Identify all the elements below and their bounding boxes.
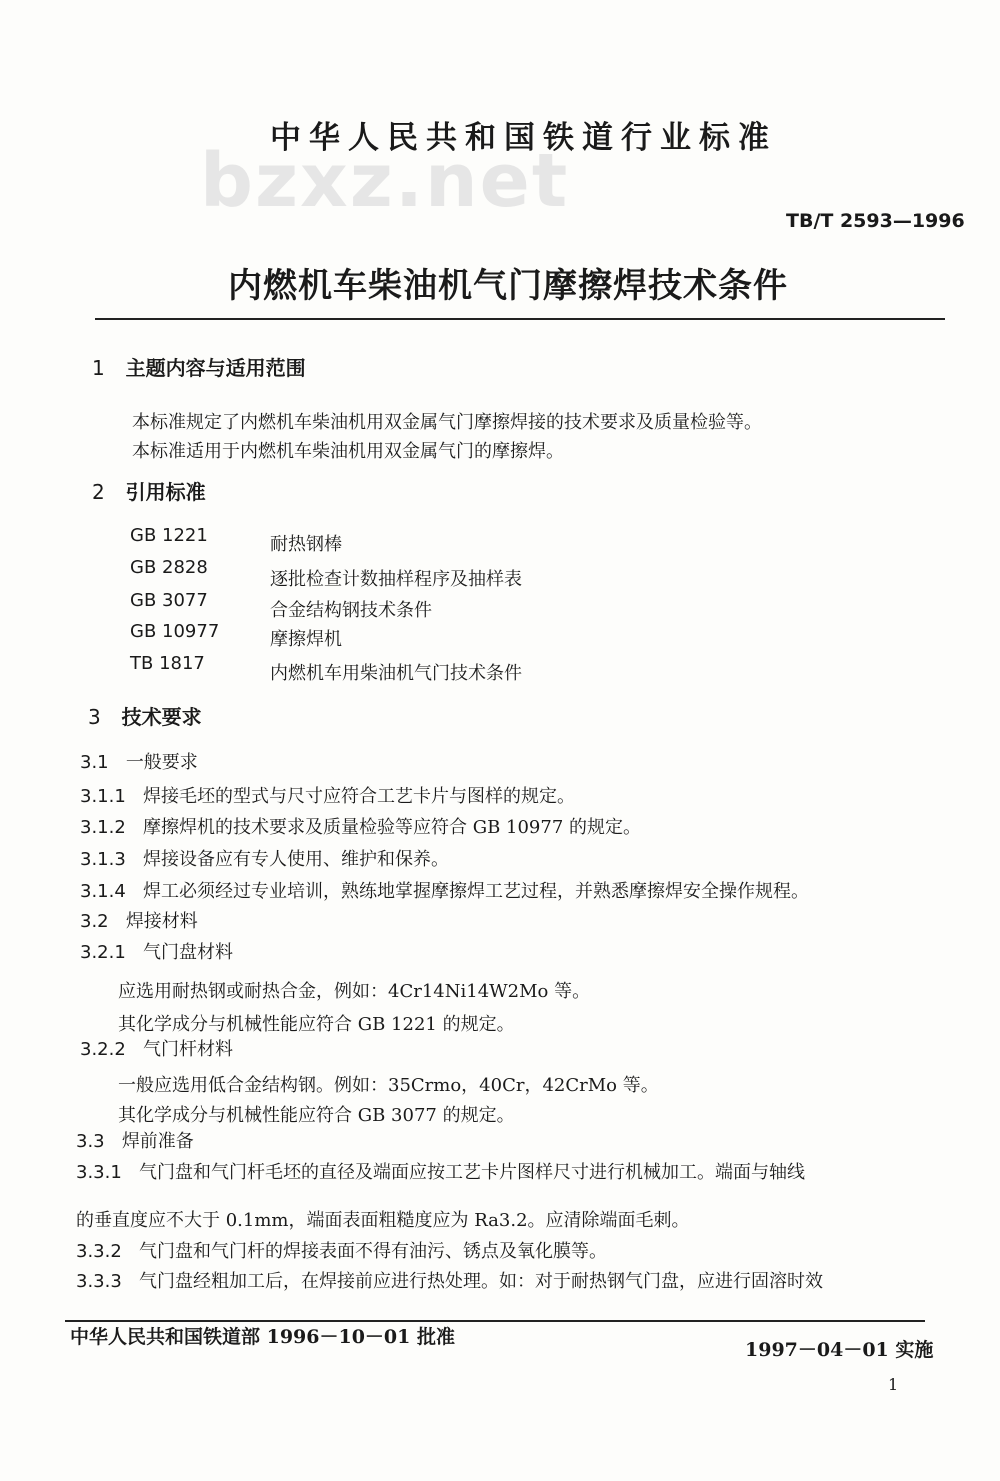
clause-3-2-2-para-2: 其化学成分与机械性能应符合 GB 3077 的规定。 — [118, 1105, 515, 1126]
section-title: 引用标准 — [125, 480, 206, 504]
clause-number: 3.2.1 — [80, 942, 126, 963]
clause-text: 焊工必须经过专业培训，熟练地掌握摩擦焊工艺过程，并熟悉摩擦焊安全操作规程。 — [142, 881, 809, 902]
clause-3-2 — [80, 907, 198, 933]
clause-3-1-2 — [80, 813, 641, 839]
clause-3-3 — [76, 1127, 194, 1153]
clause-number: 3.3 — [76, 1131, 105, 1152]
clause-number: 3.1 — [80, 752, 109, 773]
clause-3-2-1-para-1: 应选用耐热钢或耐热合金，例如：4Cr14Ni14W2Mo 等。 — [118, 981, 591, 1002]
section-number: 1 — [92, 356, 105, 380]
reference-name: 逐批检查计数抽样程序及抽样表 — [270, 569, 522, 590]
clause-number: 3.2 — [80, 911, 109, 932]
title-divider — [95, 318, 945, 320]
clause-text: 气门盘和气门杆毛坯的直径及端面应按工艺卡片图样尺寸进行机械加工。端面与轴线 — [138, 1162, 805, 1183]
reference-code: TB 1817 — [130, 653, 205, 674]
clause-3-3-3 — [76, 1267, 823, 1293]
clause-title: 气门杆材料 — [142, 1039, 233, 1060]
section-3-heading — [88, 701, 202, 730]
reference-code: GB 3077 — [130, 590, 208, 611]
section-2-heading — [92, 476, 206, 505]
clause-3-1-3 — [80, 845, 449, 871]
clause-text: 焊接毛坯的型式与尺寸应符合工艺卡片与图样的规定。 — [142, 786, 575, 807]
document-title: 内燃机车柴油机气门摩擦焊技术条件 — [228, 266, 788, 306]
clause-number: 3.1.4 — [80, 881, 126, 902]
reference-name: 合金结构钢技术条件 — [270, 600, 432, 621]
reference-code: GB 10977 — [130, 621, 220, 642]
org-title: 中华人民共和国铁道行业标准 — [270, 120, 777, 156]
clause-number: 3.3.1 — [76, 1162, 122, 1183]
standard-code: TB/T 2593—1996 — [786, 210, 965, 232]
clause-3-2-1-para-2: 其化学成分与机械性能应符合 GB 1221 的规定。 — [118, 1014, 515, 1035]
page-number: 1 — [888, 1375, 899, 1394]
section-1-para-2: 本标准适用于内燃机车柴油机用双金属气门的摩擦焊。 — [132, 441, 564, 462]
section-1-para-1: 本标准规定了内燃机车柴油机用双金属气门摩擦焊接的技术要求及质量检验等。 — [132, 412, 762, 433]
reference-name: 内燃机车用柴油机气门技术条件 — [270, 663, 522, 684]
reference-name: 耐热钢棒 — [270, 534, 342, 555]
clause-3-1-1 — [80, 782, 575, 808]
clause-number: 3.3.3 — [76, 1271, 122, 1292]
clause-text: 焊接设备应有专人使用、维护和保养。 — [142, 849, 449, 870]
clause-3-1-4 — [80, 877, 809, 903]
clause-3-1 — [80, 748, 198, 774]
section-number: 3 — [88, 705, 101, 729]
clause-number: 3.2.2 — [80, 1039, 126, 1060]
reference-name: 摩擦焊机 — [270, 629, 342, 650]
implementation-date: 1997－04－01 实施 — [745, 1339, 934, 1361]
clause-number: 3.1.1 — [80, 786, 126, 807]
clause-text: 摩擦焊机的技术要求及质量检验等应符合 GB 10977 的规定。 — [142, 817, 642, 838]
section-title: 技术要求 — [121, 705, 202, 729]
clause-3-2-2 — [80, 1035, 233, 1061]
clause-number: 3.3.2 — [76, 1241, 122, 1262]
reference-code: GB 1221 — [130, 525, 208, 546]
clause-number: 3.1.3 — [80, 849, 126, 870]
clause-title: 焊前准备 — [121, 1131, 194, 1152]
clause-3-2-1 — [80, 938, 233, 964]
clause-3-3-2 — [76, 1237, 607, 1263]
clause-title: 一般要求 — [125, 752, 198, 773]
clause-number: 3.1.2 — [80, 817, 126, 838]
clause-3-3-1-continued: 的垂直度应不大于 0.1mm，端面表面粗糙度应为 Ra3.2。应清除端面毛刺。 — [76, 1210, 690, 1231]
watermark: bzxz.net — [200, 138, 570, 224]
reference-code: GB 2828 — [130, 557, 208, 578]
clause-text: 气门盘和气门杆的焊接表面不得有油污、锈点及氧化膜等。 — [138, 1241, 607, 1262]
section-number: 2 — [92, 480, 105, 504]
clause-3-2-2-para-1: 一般应选用低合金结构钢。例如：35Crmo，40Cr，42CrMo 等。 — [118, 1075, 659, 1096]
clause-title: 焊接材料 — [125, 911, 198, 932]
approval-date: 中华人民共和国铁道部 1996－10－01 批准 — [70, 1326, 455, 1348]
clause-3-3-1 — [76, 1158, 805, 1184]
clause-title: 气门盘材料 — [142, 942, 233, 963]
section-1-heading — [92, 352, 306, 381]
clause-text: 气门盘经粗加工后，在焊接前应进行热处理。如：对于耐热钢气门盘，应进行固溶时效 — [138, 1271, 823, 1292]
section-title: 主题内容与适用范围 — [125, 356, 306, 380]
